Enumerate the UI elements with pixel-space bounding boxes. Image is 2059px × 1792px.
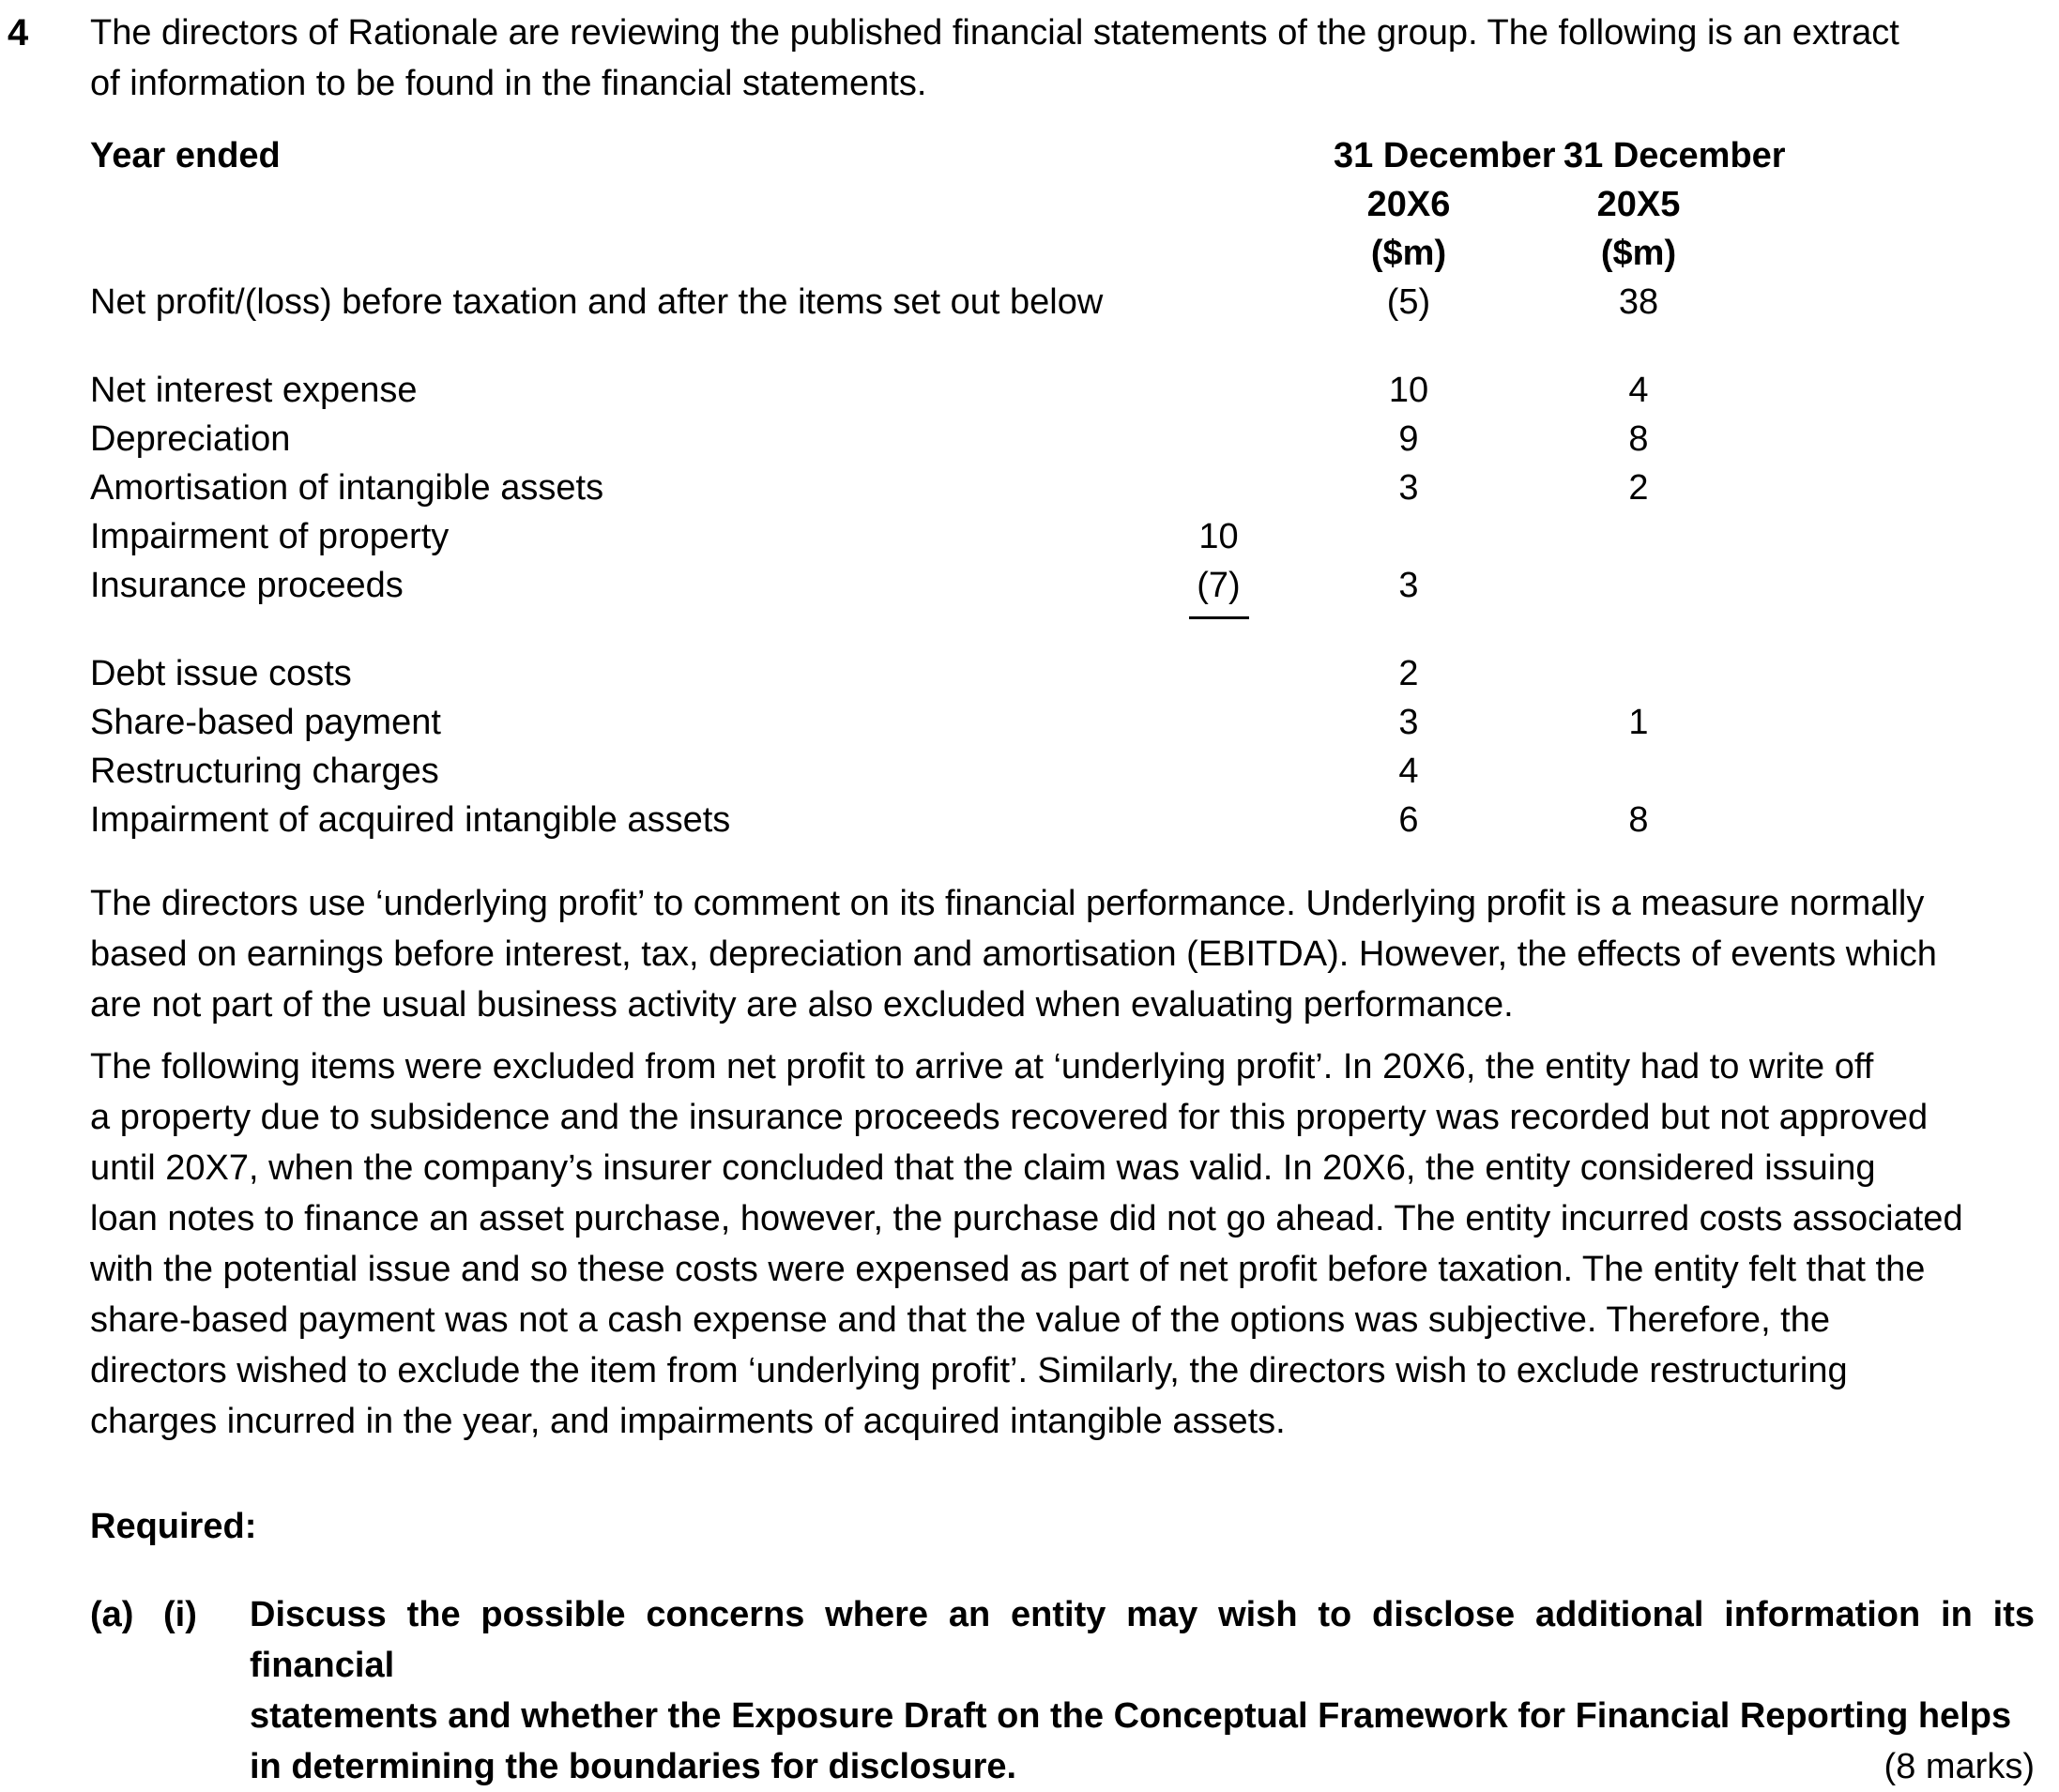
row-label: Share-based payment [90,703,441,742]
table-row [90,463,1714,512]
table-spacer-1 [90,327,1714,366]
row-y6-value: 4 [1398,752,1419,791]
table-header-row-3 [90,229,1714,278]
row-gap [1484,366,1563,415]
row-gap [1484,698,1563,747]
required-item-a-i [90,1589,2035,1792]
row-label: Depreciation [90,419,291,459]
row-label: Insurance proceeds [90,566,404,605]
row-gap [1484,278,1563,327]
row-y5-value [1563,649,1714,698]
spacer-cell [1484,610,1563,649]
row-label: Debt issue costs [90,654,352,693]
table-row [90,415,1714,463]
required-text-line-3: in determining the boundaries for disclosure. [250,1747,1017,1786]
row-mid-value-underlined [1104,561,1334,610]
row-y5-value: 4 [1628,371,1649,410]
underlying-profit-paragraph [90,878,2035,1030]
row-y5-value [1563,561,1714,610]
question-intro-block [0,8,2059,109]
p1-line-1: The directors use ‘underlying profit’ to comment on its financial performance. Underlying profit is a measure normally [90,884,1925,923]
question-number: 4 [8,12,29,53]
required-text-line-2: statements and whether the Exposure Draft on the Conceptual Framework for Financial Reporting helps [250,1696,2012,1736]
p2-line-8: charges incurred in the year, and impairments of acquired intangible assets. [90,1402,1286,1441]
required-last-row [250,1741,2035,1792]
col2-header-line1: 31 December [1563,136,1786,175]
header-blank-label-3 [90,229,1104,278]
col1-header-line3: ($m) [1370,234,1447,273]
sub-label-i: (i) [163,1595,197,1634]
row-gap [1484,415,1563,463]
header-blank-label-2 [90,180,1104,229]
table-row [90,698,1714,747]
spacer-cell [1334,610,1484,649]
row-gap [1484,649,1563,698]
header-gap-3 [1484,229,1563,278]
p2-line-3: until 20X7, when the company’s insurer concluded that the claim was valid. In 20X6, the entity considered issuing [90,1148,1876,1188]
intro-line-1: The directors of Rationale are reviewing the published financial statements of the group. The following is an extract [90,13,1899,53]
p2-line-2: a property due to subsidence and the insurance proceeds recovered for this property was recorded but not approved [90,1098,1929,1137]
row-label: Impairment of acquired intangible assets [90,800,731,840]
spacer-cell [1563,327,1714,366]
row-label: Net interest expense [90,371,418,410]
spacer-cell [1563,610,1714,649]
table-header-row-2 [90,180,1714,229]
spacer-cell [1104,327,1334,366]
row-label-header: Year ended [90,136,281,175]
row-label: Amortisation of intangible assets [90,468,604,508]
row-y5-value [1563,512,1714,561]
col1-header-line1: 31 December [1334,136,1556,175]
row-y6-value: 6 [1398,800,1419,840]
row-y6-value: (5) [1386,282,1431,322]
row-gap [1484,512,1563,561]
part-label-a: (a) [90,1595,134,1634]
table-row [90,278,1714,327]
table-row [90,796,1714,844]
col2-header-line3: ($m) [1600,234,1677,273]
row-y5-value: 1 [1628,703,1649,742]
required-text-line-1: Discuss the possible concerns where an entity may wish to disclose additional information in its financial [250,1595,2035,1685]
p1-line-2: based on earnings before interest, tax, depreciation and amortisation (EBITDA). However, the effects of events which [90,934,1937,974]
spacer-cell [90,610,1104,649]
p2-line-4: loan notes to finance an asset purchase, however, the purchase did not go ahead. The entity incurred costs associated [90,1199,1963,1238]
row-label: Restructuring charges [90,752,439,791]
row-label: Impairment of property [90,517,450,556]
row-y6-value: 9 [1398,419,1419,459]
header-gap-2 [1484,180,1563,229]
table-row [90,747,1714,796]
header-spacer-mid-3 [1104,229,1334,278]
subtotal-rule [1189,616,1249,619]
row-y6-value: 3 [1398,566,1419,605]
col1-header-line2: 20X6 [1366,185,1451,224]
row-label: Net profit/(loss) before taxation and after the items set out below [90,282,1104,322]
row-y6-value: 3 [1398,468,1419,508]
row-y6-value: 2 [1398,654,1419,693]
table-header-row-1 [90,131,1714,180]
p1-line-3: are not part of the usual business activity are also excluded when evaluating performance. [90,985,1514,1025]
table-row [90,366,1714,415]
row-y5-value: 2 [1628,468,1649,508]
financial-extract-table [90,131,2033,844]
header-spacer-mid [1104,131,1334,180]
row-mid-value [1104,278,1334,327]
row-mid-value [1104,415,1334,463]
excluded-items-paragraph [90,1041,2035,1447]
intro-line-2: of information to be found in the financial statements. [90,64,927,103]
table-row [90,649,1714,698]
row-y5-value [1563,747,1714,796]
extract-table [90,131,1786,844]
required-heading: Required: [90,1507,257,1546]
row-gap [1484,561,1563,610]
row-mid-value [1104,463,1334,512]
row-mid-value [1104,698,1334,747]
spacer-cell [1334,327,1484,366]
row-mid-value [1104,796,1334,844]
row-mid-value [1104,366,1334,415]
p2-line-1: The following items were excluded from net profit to arrive at ‘underlying profit’. In 20X6, the entity had to write off [90,1047,1874,1086]
marks-badge: (8 marks) [1884,1747,2035,1786]
row-y6-value: 3 [1398,703,1419,742]
row-mid-value: 10 [1198,517,1239,556]
row-y6-value [1334,512,1484,561]
row-gap [1484,747,1563,796]
question-intro-text [90,8,2031,109]
spacer-cell [1484,327,1563,366]
row-y5-value: 38 [1618,282,1659,322]
row-y6-value: 10 [1388,371,1429,410]
row-y5-value: 8 [1628,419,1649,459]
p2-line-5: with the potential issue and so these costs were expensed as part of net profit before taxation. The entity felt that the [90,1250,1926,1289]
table-row [90,561,1714,610]
row-mid-value: (7) [1197,566,1241,605]
table-row [90,512,1714,561]
table-spacer-2 [90,610,1714,649]
col2-header-line2: 20X5 [1596,185,1681,224]
p2-line-6: share-based payment was not a cash expense and that the value of the options was subjective. Therefore, the [90,1300,1831,1340]
row-mid-value [1104,747,1334,796]
row-y5-value: 8 [1628,800,1649,840]
row-mid-value [1104,649,1334,698]
p2-line-7: directors wished to exclude the item from ‘underlying profit’. Similarly, the directors wish to exclude restructuring [90,1351,1848,1390]
row-gap [1484,796,1563,844]
spacer-cell [90,327,1104,366]
row-gap [1484,463,1563,512]
header-spacer-mid-2 [1104,180,1334,229]
